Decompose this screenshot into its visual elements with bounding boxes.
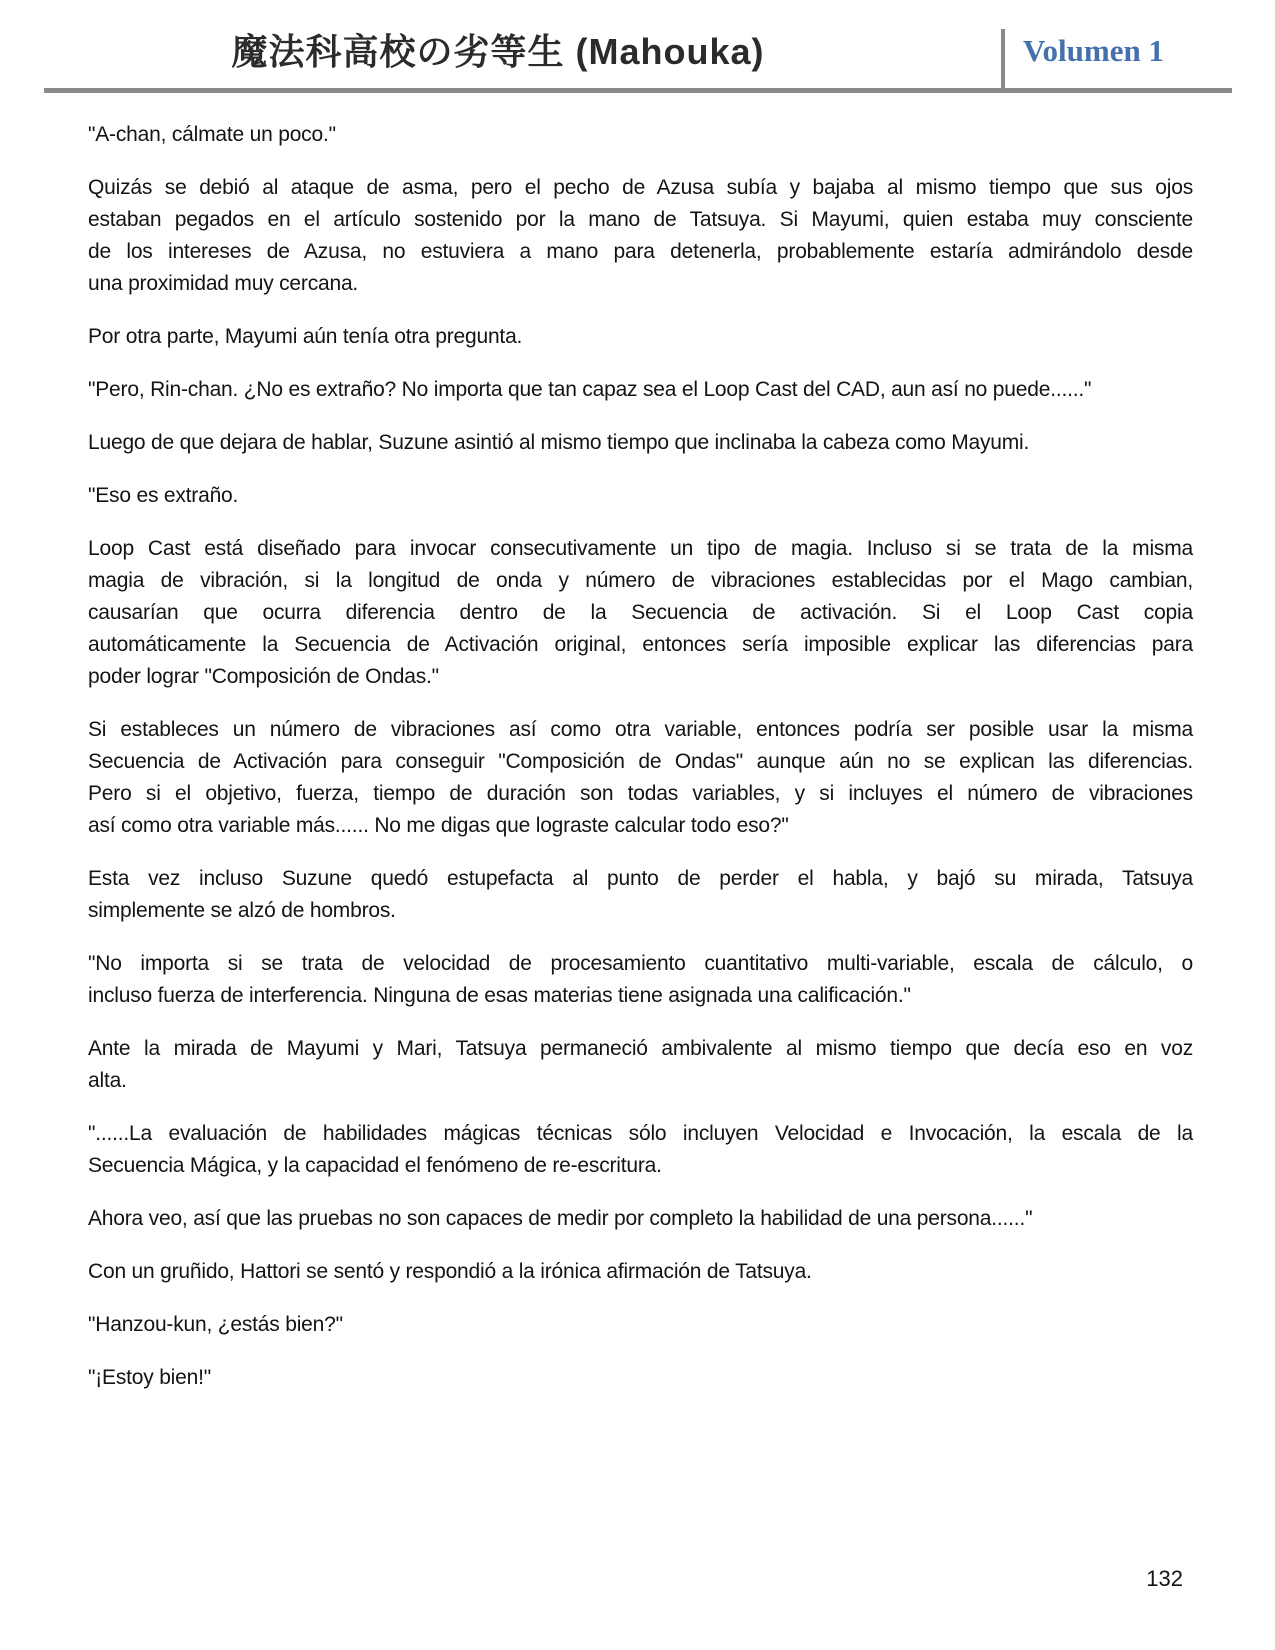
paragraph [88,1203,1193,1235]
paragraph [88,172,1193,300]
text-line: automáticamente la Secuencia de Activación original, entonces sería imposible explicar las diferencias para [88,633,1193,656]
text-line: Por otra parte, Mayumi aún tenía otra pregunta. [88,325,523,348]
text-line: causarían que ocurra diferencia dentro de la Secuencia de activación. Si el Loop Cast copia [88,601,1193,624]
book-title-wrap [0,24,996,75]
text-line: estaban pegados en el artículo sostenido por la mano de Tatsuya. Si Mayumi, quien estaba muy consciente [88,208,1193,231]
text-line: Pero si el objetivo, fuerza, tiempo de duración son todas variables, y si incluyes el número de vibraciones [88,782,1193,805]
paragraph [88,948,1193,1012]
text-line: Con un gruñido, Hattori se sentó y respondió a la irónica afirmación de Tatsuya. [88,1260,812,1283]
text-line: "Pero, Rin-chan. ¿No es extraño? No importa que tan capaz sea el Loop Cast del CAD, aun así no puede......" [88,378,1092,401]
volume-label: Volumen 1 [1023,33,1164,68]
paragraph [88,1362,1193,1394]
text-line: simplemente se alzó de hombros. [88,899,396,922]
text-line: Secuencia Mágica, y la capacidad el fenómeno de re-escritura. [88,1154,662,1177]
page-header [0,0,1275,93]
paragraph [88,533,1193,693]
text-line: poder lograr "Composición de Ondas." [88,665,439,688]
text-line: alta. [88,1069,127,1092]
text-line: "Eso es extraño. [88,484,239,507]
text-line: incluso fuerza de interferencia. Ninguna de esas materias tiene asignada una calificación." [88,984,911,1007]
text-line: Loop Cast está diseñado para invocar consecutivamente un tipo de magia. Incluso si se trata de la misma [88,537,1193,560]
paragraph [88,714,1193,842]
header-horizontal-rule [44,88,1232,93]
text-line: "Hanzou-kun, ¿estás bien?" [88,1313,343,1336]
header-vertical-divider [1001,29,1005,88]
paragraph [88,321,1193,353]
paragraph [88,863,1193,927]
text-line: Quizás se debió al ataque de asma, pero el pecho de Azusa subía y bajaba al mismo tiempo que sus ojos [88,176,1193,199]
text-line: una proximidad muy cercana. [88,272,359,295]
text-line: Secuencia de Activación para conseguir "Composición de Ondas" aunque aún no se explican las diferencias. [88,750,1193,773]
page-number: 132 [1146,1566,1183,1591]
page-body [88,119,1193,1394]
text-line: "A-chan, cálmate un poco." [88,123,336,146]
text-line: "No importa si se trata de velocidad de procesamiento cuantitativo multi-variable, escala de cálculo, o [88,952,1193,975]
text-line: así como otra variable más...... No me digas que lograste calcular todo eso?" [88,814,789,837]
paragraph [88,1118,1193,1182]
text-line: de los intereses de Azusa, no estuviera a mano para detenerla, probablemente estaría admirándolo desde [88,240,1193,263]
paragraph [88,1256,1193,1288]
paragraph [88,480,1193,512]
text-line: Luego de que dejara de hablar, Suzune asintió al mismo tiempo que inclinaba la cabeza como Mayumi. [88,431,1030,454]
paragraph [88,1033,1193,1097]
text-line: Ante la mirada de Mayumi y Mari, Tatsuya permaneció ambivalente al mismo tiempo que decía eso en voz [88,1037,1193,1060]
book-title: 魔法科高校の劣等生 (Mahouka) [231,31,765,72]
text-line: Si estableces un número de vibraciones así como otra variable, entonces podría ser posible usar la misma [88,718,1193,741]
text-line: "......La evaluación de habilidades mágicas técnicas sólo incluyen Velocidad e Invocación, la escala de la [88,1122,1193,1145]
paragraph [88,374,1193,406]
paragraph [88,1309,1193,1341]
text-line: Ahora veo, así que las pruebas no son capaces de medir por completo la habilidad de una persona......" [88,1207,1033,1230]
text-line: "¡Estoy bien!" [88,1366,211,1389]
text-line: magia de vibración, si la longitud de onda y número de vibraciones establecidas por el Mago cambian, [88,569,1193,592]
paragraph [88,119,1193,151]
text-line: Esta vez incluso Suzune quedó estupefacta al punto de perder el habla, y bajó su mirada, Tatsuya [88,867,1193,890]
paragraph [88,427,1193,459]
